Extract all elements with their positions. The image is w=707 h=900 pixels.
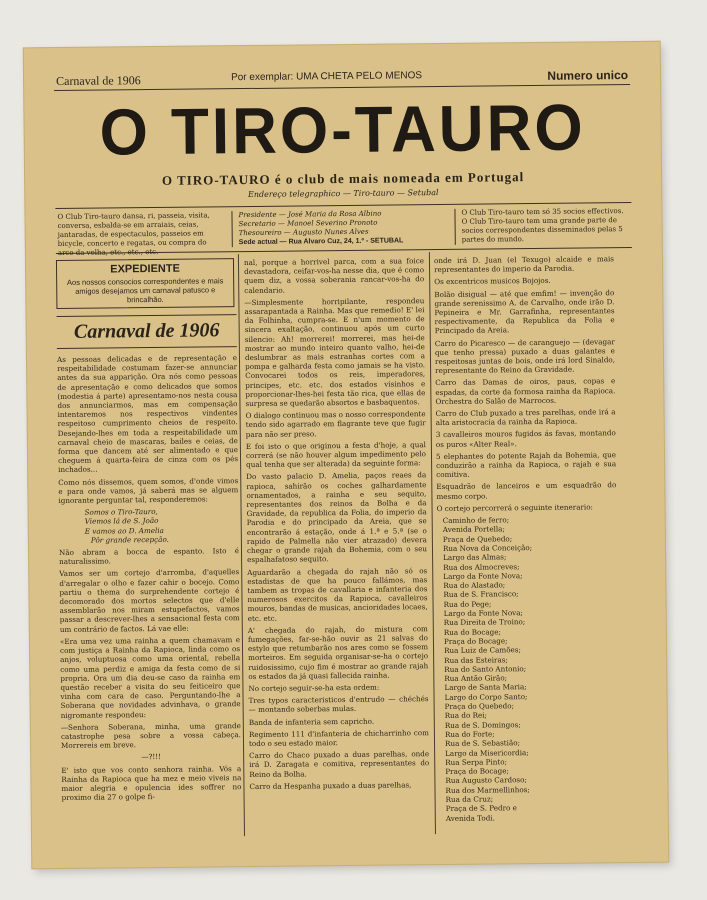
paragraph: 3 cavalleiros mouros fugidos ás favas, montando os puros «Alter Real».	[435, 428, 616, 449]
paragraph: —?!!!	[141, 752, 162, 762]
paragraph: —Simplesmente horripilante, respondeu assarapantada a Rainha. Mas que remedio! E' lei da Folhinha, cumpra-se. E n'um momento de sincera exaltação, continuou após um curto silencio: Ah! morrerei! morrerei, mas hei-de mostrar ao mundo inteiro quanto valho, hei-de deslumbrar as mais estranhas cortes com a pompa e galharda festa como jamais se ha visto. Convocarei todos os reis, imperadores, principes, etc. etc. dos estados visinhos e proporcionar-lhes-hei festa tão rica, que ellas de surpresa se quedarão absortos e basbaquentos.	[244, 295, 426, 409]
verse-line: Somos o Tiro-Tauro,	[84, 507, 158, 517]
itinerary-item: Rua Luiz de Camões;	[444, 645, 521, 656]
club-members-note: O Club Tiro-tauro tem só 35 socios effectivos. O Club Tiro-tauro tem uma grande parte de socios correspondentes disseminados pelas 5 partes do mundo.	[461, 207, 624, 244]
verse-line: E vamos ao D. Amelia	[84, 525, 164, 536]
itinerary-item: Largo de Santa Maria;	[444, 682, 527, 693]
paragraph: Bolão disigual — até que emfim! — invenção do grande serenissimo A. de Carvalho, onde irão D. Pepineira e Mr. Garrafinha, representantes respectivamente, da Republica da Folia e Principado da Areia.	[434, 287, 615, 336]
itinerary-item: Rua Direita de Troino;	[443, 617, 526, 628]
edition-label: Carnaval de 1906	[55, 73, 141, 89]
seat-line: Sede actual — Rua Alvaro Cuz, 24, 1.º - SETUBAL	[238, 237, 404, 247]
newspaper-page	[24, 42, 669, 869]
paragraph: Regimento 111 d'infanteria de chicharrinho com todo o seu estado maior.	[248, 727, 429, 748]
paragraph: nal, porque a horrivel parca, com a sua foice devastadora, ceifar-vos-ha nesse dia, que é como quem diz, a vossa soberania rancar-vos-ha do calendario.	[243, 256, 425, 295]
itinerary-item: Caminho de ferro;	[442, 515, 510, 526]
paragraph: E foi isto o que originou a festa d'hoje, a qual correrá (se não houver algum impedimento pelo qual tenha que ser alterada) da seguinte forma:	[245, 440, 427, 470]
paragraph: A' chegada do rajah, do mistura com fumegações, far-se-hão ouvir as 21 salvas do estylo que retumbarão nos ares como se fossem morteiros. Em seguida organisar-se-ha o cortejo ruidosissimo, cujo fim é mostrar ao grande rajah os estados da já quasi fallecida rainha.	[247, 623, 429, 681]
paragraph: O cortejo percorrerá o seguinte itenerario:	[436, 502, 593, 513]
treasurer-line: Thesoureiro — Augusto Nunes Alves	[238, 227, 369, 238]
itinerary-item: Rua do Forte;	[444, 729, 495, 739]
itinerary-item: Avenida Todi.	[445, 813, 495, 823]
paragraph: Tres typos caracteristicos d'entrudo — chéchés — montando soberbas mulas.	[248, 694, 429, 715]
itinerary-item: Largo da Fonte Nova;	[443, 608, 523, 619]
paragraph: No cortejo seguir-se-ha esta ordem:	[248, 682, 380, 693]
itinerary-item: Rua Antão Girão;	[444, 673, 508, 684]
itinerary-item: Rua Nova da Conceição;	[442, 543, 533, 553]
paragraph: 5 elephantes do potente Rajah da Bohemia, que conduzirão a rainha da Rapioca, o rajah e sua comitiva.	[435, 450, 617, 480]
paragraph: onde irá D. Juan (el Texugo) alcaide e mais representantes do imperio da Parodia.	[433, 254, 615, 275]
itinerary-item: Rua de S. Francisco;	[443, 589, 519, 600]
itinerary-item: Praça de S. Pedro e	[445, 803, 517, 814]
article-title: Carnaval de 1906	[57, 314, 237, 349]
paragraph: —Senhora Soberana, minha, uma grande catastrophe pesa sobre a vossa cabeça. Morrereis em breve.	[60, 720, 241, 751]
price-label: Por exemplar: UMA CHETA PELO MENOS	[230, 70, 423, 84]
itinerary-item: Rua do Santo Antonio;	[444, 663, 527, 674]
expediente-box	[56, 258, 235, 309]
itinerary-item: Rua do Alastado;	[443, 580, 506, 591]
motto: O TIRO-TAURO é o club de mais nomeada em Portugal	[161, 169, 525, 188]
paragraph: E' isto que vos conto senhora rainha. Vós a Rainha da Rapioca que ha mez e meio viveis na maior alegria e opulencia ides soffrer no proximo dia 27 o golpe fi-	[61, 763, 242, 803]
paragraph: As pessoas delicadas e de representação e respeitabilidade costumam fazer-se annunciar antes da sua apparição. Ora nós como pessoas de apresentação e como delicados que somos (modestia á parte) apresentamo-nos nesta cousa dos annunciarmos, mas em compensação intentaremos nos respectivos vindentes respeitoso cumprimento cheios de respeito. Desejando-lhes em toda a respeitabilidade um carnaval cheio de mascaras, bailes e ceias, de forma que dancem até ser alimentado e que cheguem á quarta-feira de cinza com os pés inchados...	[56, 353, 239, 475]
paragraph: O dialogo continuou mas o nosso correspondente tendo sido agarrado em flagrante teve que fugir para não ser preso.	[245, 409, 426, 439]
paragraph: Carro do Chaco puxado a duas parelhas, onde irá D. Zaragata e comitiva, representantes do Reino da Bolha.	[249, 749, 430, 779]
paragraph: Aguardarão a chegada do rajah não só os estadistas de que ha pouco fallámos, mas tambem as tropas de cavallaria e infanteria dos numerosos exercitos da Rapioca, cavalleiros mouros, bandas de musicas, ancioridades locaes, etc. etc.	[247, 565, 428, 623]
club-description: O Club Tiro-tauro dansa, ri, passeia, visita, conversa, esbalda-se em arraiais, ceias, jantaradas, de espectaculos, passeios em bicycle, concerto e regatas, ou compra do arco da velha, etc., etc., etc.	[57, 211, 210, 258]
info-box	[55, 202, 631, 258]
itinerary-item: Rua dos Marmellinhos;	[445, 784, 530, 795]
expediente-text: Aos nossos consocios correspondentes e mais amigos desejamos um carnaval patusco e brincalhão.	[66, 276, 224, 305]
verse	[59, 506, 239, 545]
itinerary-item: Largo das Almas;	[443, 552, 507, 563]
article-column-2	[244, 256, 430, 794]
itinerary-item: Praça do Bocage;	[445, 766, 509, 777]
itinerary-item: Avenida Portella;	[442, 524, 505, 535]
itinerary-item: Rua das Esteiras;	[444, 654, 508, 665]
itinerary-item: Largo do Corpo Santo;	[444, 691, 528, 702]
verse-line: Pôr grande recepção.	[90, 534, 169, 545]
telegraph-address: Endereço telegraphico — Tiro-tauro — Setubal	[247, 188, 439, 200]
paragraph: Carro da Hespanha puxado a duas parelhas,	[249, 780, 412, 791]
paragraph: Não abram a bocca de espanto. Isto é naturalissimo.	[58, 546, 240, 567]
paragraph: Carro das Damas de oiros, paus, copas e espadas, da corte da formosa rainha da Rapioca. Orchestra do Salão de Marrocos.	[435, 376, 616, 406]
verse-line: Viemos lá de S. João	[84, 516, 159, 527]
paragraph: Carro do Picaresco — de caranguejo — (devagar que tenho pressa) puxado a duas galantes e respeitosas juntas de bois, onde irá lord Sinaldo, representante do Reino da Gravidade.	[434, 336, 616, 376]
itinerary-item: Largo da Misericordia;	[445, 747, 529, 758]
itinerary-item: Rua dos Almocreves;	[443, 561, 520, 572]
itinerary-item: Praça do Quebedo;	[444, 701, 515, 711]
paragraph: Banda de infanteria sem capricho.	[248, 716, 375, 727]
paragraph: «Era uma vez uma rainha a quem chamavam e com justiça a Rainha da Rapioca, linda como os anjos, voluptuosa como uma oriental, rebella como uma perdiz e amiga da festa como de si propria. Ora um dia deu-se caso da rainha em questão receber a visita do seu feiticeiro que vinha com cara de caso. Perguntando-lhe a Soberana que novidades advinhava, o grande nigromante respondeu:	[59, 635, 241, 720]
itinerary-item: Largo da Fonte Nova;	[443, 571, 523, 581]
article-column-3	[434, 254, 620, 823]
issue-label: Numero unico	[547, 68, 629, 83]
itinerary-item: Rua Augusto Cardoso;	[445, 775, 527, 786]
paragraph: Vamos ser um cortejo d'arromba, d'aquelles d'arregalar o olho e fazer cahir o bocejo. Como partiu o thema do surprehendente cortejo é decomorado dos mortos selectos que d'elle assemblarão nos miram estupefactos, vamos passar a descrever-lhes a sensacional festa com um contrário de factos. Lá vae elle:	[59, 567, 240, 634]
paragraph: Os excentricos musicos Bojojos.	[434, 276, 551, 287]
itinerary-item: Praça do Bocage;	[443, 636, 508, 646]
paragraph: Esquadrão de lanceiros e um esquadrão do mesmo corpo.	[436, 480, 617, 501]
article-column-1	[57, 314, 242, 805]
itinerary-item: Rua do Pege;	[443, 599, 492, 609]
itinerary-item: Rua de S. Sebastião;	[444, 738, 521, 749]
itinerary-item: Rua do Rei;	[444, 710, 487, 721]
itinerary-item: Rua Serpa Pinto;	[445, 757, 508, 767]
itinerary-item: Rua de S. Domingos;	[444, 719, 521, 730]
secretary-line: Secretario — Manoel Severino Pronoto	[238, 218, 378, 229]
masthead-title: O TIRO-TAURO	[99, 91, 586, 170]
expediente-title: EXPEDIENTE	[110, 262, 180, 276]
itinerary-item: Rua do Bocage;	[443, 627, 501, 637]
paragraph: Carro do Club puxado a tres parelhas, onde irá a alta aristocracia da rainha da Rapioca.	[435, 407, 616, 428]
itinerary-item: Rua da Cruz;	[445, 794, 494, 804]
paragraph: Como nós dissemos, quem somos, d'onde vimos e para onde vamos, já saberá mas se alguem ignorante perguntar tal, responderemos:	[58, 475, 239, 506]
president-line: Presidente — José Maria da Rosa Albino	[238, 209, 382, 220]
itinerary-item: Praça de Quebedo;	[442, 533, 513, 544]
paragraph: Do vasto palacio D. Amelia, paços reaes da rapioca, sahirão os coches galhardamente ornamentados, a rainha e seu sequito, representantes dos reinos da Bolha e da Gravidade, da republica da Folia, do imperio da Parodia e do principado da Areia, que se encontrarão á estação, onde á 1.ª e 5.ª (se o rapido de Palmella não vier atrazado) devera chegar o grande rajah da Bohemia, com o seu espalhafatoso sequito.	[246, 470, 428, 565]
itinerary-list	[443, 514, 620, 823]
club-officers	[231, 209, 455, 247]
